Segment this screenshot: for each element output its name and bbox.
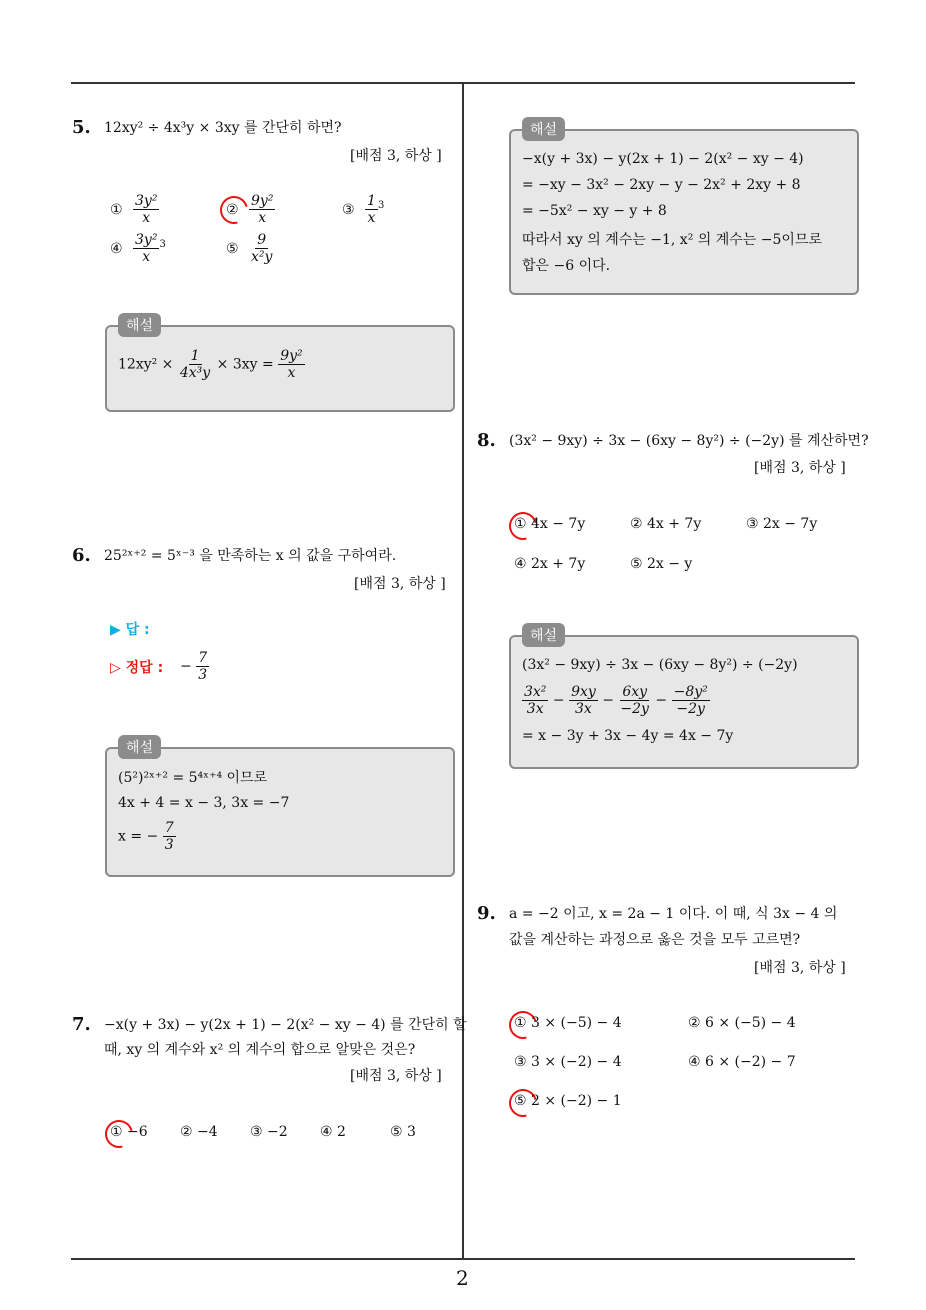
q8-choice-1[interactable]: ① 4x − 7y [514, 516, 586, 532]
q6-solution-tag: 해설 [118, 735, 161, 759]
q8-number: 8. [477, 430, 496, 451]
q9-choice-5[interactable]: ⑤ 2 × (−2) − 1 [514, 1093, 622, 1109]
q7-solution-line-3: = −5x² − xy − y + 8 [522, 203, 667, 219]
q8-solution-line-3: = x − 3y + 3x − 4y = 4x − 7y [522, 728, 734, 744]
q6-correct-value: − $\frac{7}{3}$ [180, 650, 208, 683]
q6-correct-label: ▷ 정답 : [110, 660, 164, 676]
center-divider [462, 84, 464, 1259]
q7-solution-line-5: 합은 −6 이다. [522, 258, 611, 274]
q6-meta: [배점 3, 하상 ] [354, 576, 446, 592]
q9-choice-3[interactable]: ③ 3 × (−2) − 4 [514, 1054, 622, 1070]
q6-text: 25²ˣ⁺² = 5ˣ⁻³ 을 만족하는 x 의 값을 구하여라. [104, 548, 397, 564]
q8-choice-5[interactable]: ⑤ 2x − y [630, 556, 693, 572]
q8-choice-2[interactable]: ② 4x + 7y [630, 516, 702, 532]
q7-choice-1[interactable]: ① −6 [110, 1124, 148, 1140]
q9-meta: [배점 3, 하상 ] [754, 960, 846, 976]
q5-choice-4[interactable]: ④ $\frac{\text{3y²}}{x}$ $^3$ [110, 232, 166, 265]
q7-choice-2[interactable]: ② −4 [180, 1124, 218, 1140]
q9-text-line2: 값을 계산하는 과정으로 옳은 것을 모두 고르면? [509, 932, 801, 948]
q8-choice-4[interactable]: ④ 2x + 7y [514, 556, 586, 572]
q5-number: 5. [72, 117, 91, 138]
q8-choice-3[interactable]: ③ 2x − 7y [746, 516, 818, 532]
q7-solution-line-2: = −xy − 3x² − 2xy − y − 2x² + 2xy + 8 [522, 177, 801, 193]
q8-meta: [배점 3, 하상 ] [754, 460, 846, 476]
q7-meta: [배점 3, 하상 ] [350, 1068, 442, 1084]
q6-solution-line-3: x = − $\frac{7}{3}$ [118, 820, 174, 853]
q9-number: 9. [477, 903, 496, 924]
q5-choice-5[interactable]: ⑤ $\frac{9}{\text{x²y}}$ [226, 232, 273, 265]
q9-choice-1[interactable]: ① 3 × (−5) − 4 [514, 1015, 622, 1031]
q9-choice-4[interactable]: ④ 6 × (−2) − 7 [688, 1054, 796, 1070]
q5-solution-line: 12xy² × $\frac{1}{\text{4x³y}}$ × 3xy = $\frac{\text{9y²}}{x}$ [118, 348, 303, 381]
q6-solution-line-2: 4x + 4 = x − 3, 3x = −7 [118, 795, 290, 811]
q7-solution-tag: 해설 [522, 117, 565, 141]
q7-text-line2: 때, xy 의 계수와 x² 의 계수의 합으로 알맞은 것은? [104, 1042, 416, 1058]
bottom-rule [71, 1258, 855, 1260]
q6-solution-line-1: (5²)²ˣ⁺² = 5⁴ˣ⁺⁴ 이므로 [118, 770, 268, 786]
q5-solution-tag: 해설 [118, 313, 161, 337]
q7-solution-line-4: 따라서 xy 의 계수는 −1, x² 의 계수는 −5이므로 [522, 232, 822, 248]
page-number: 2 [456, 1266, 469, 1290]
q7-solution-line-1: −x(y + 3x) − y(2x + 1) − 2(x² − xy − 4) [522, 151, 804, 167]
q9-text-line1: a = −2 이고, x = 2a − 1 이다. 이 때, 식 3x − 4 의 [509, 906, 838, 922]
q8-solution-line-2: $\frac{\text{3x²}}{3x}$ − $\frac{9xy}{3x}$ − $\frac{6xy}{-2y}$ − $\frac{\text{−8y²}}{-2y}$ [524, 684, 708, 717]
q5-text: 12xy² ÷ 4x³y × 3xy 를 간단히 하면? [104, 120, 342, 136]
q7-choice-3[interactable]: ③ −2 [250, 1124, 288, 1140]
q5-choice-2[interactable]: ② $\frac{\text{9y²}}{x}$ [226, 193, 274, 226]
q7-text-line1: −x(y + 3x) − y(2x + 1) − 2(x² − xy − 4) 를 간단히 할 [104, 1017, 467, 1033]
q5-choice-3[interactable]: ③ $\frac{1}{x}$ $^3$ [342, 193, 385, 226]
q5-meta: [배점 3, 하상 ] [350, 148, 442, 164]
q8-solution-line-1: (3x² − 9xy) ÷ 3x − (6xy − 8y²) ÷ (−2y) [522, 657, 798, 673]
q6-answer-label: ▶ 답 : [110, 622, 150, 638]
q8-text: (3x² − 9xy) ÷ 3x − (6xy − 8y²) ÷ (−2y) 를 계산하면? [509, 433, 869, 449]
q7-choice-4[interactable]: ④ 2 [320, 1124, 346, 1140]
q5-choice-1[interactable]: ① $\frac{\text{3y²}}{x}$ [110, 193, 158, 226]
q6-number: 6. [72, 545, 91, 566]
q7-choice-5[interactable]: ⑤ 3 [390, 1124, 416, 1140]
q7-number: 7. [72, 1014, 91, 1035]
q8-solution-tag: 해설 [522, 623, 565, 647]
q9-choice-2[interactable]: ② 6 × (−5) − 4 [688, 1015, 796, 1031]
